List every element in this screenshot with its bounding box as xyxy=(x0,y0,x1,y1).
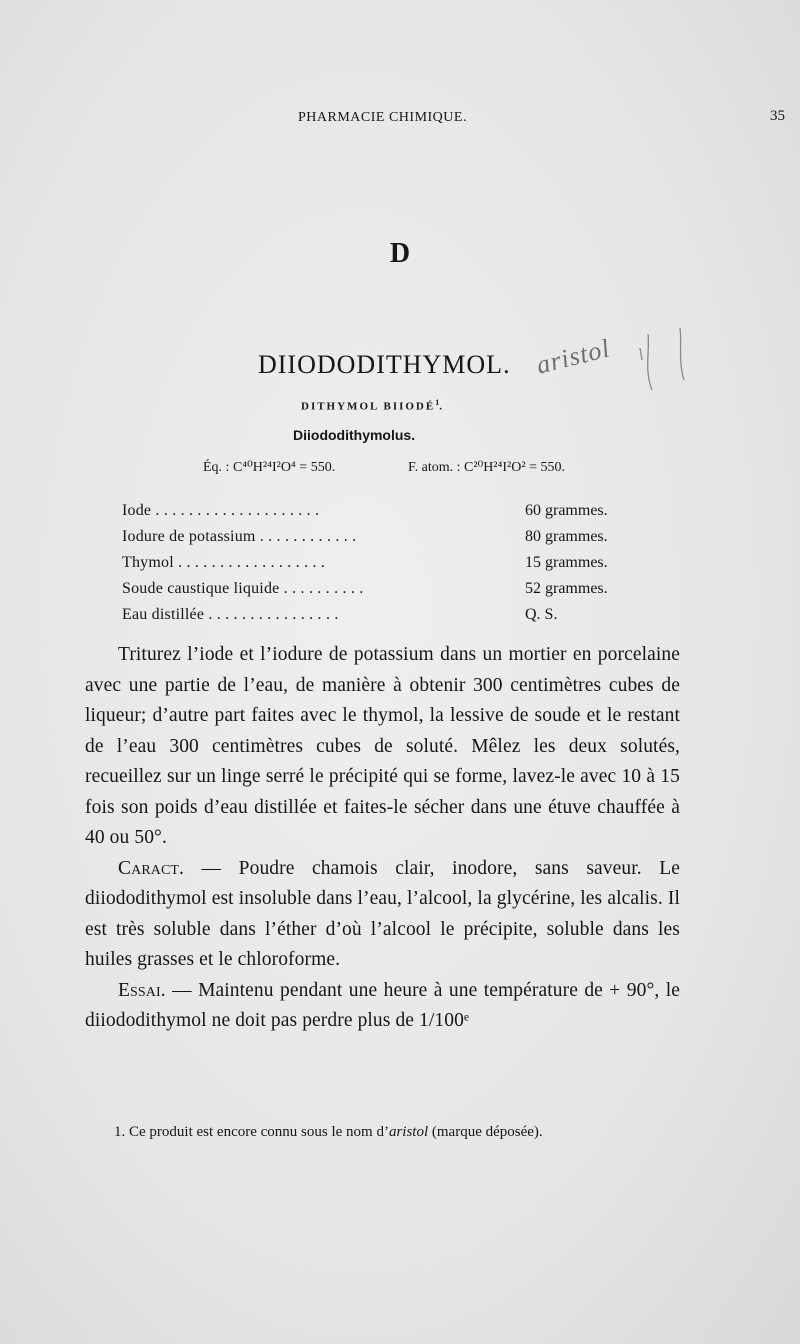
characteristics-paragraph: Caract. — Poudre chamois clair, inodore, sans saveur. Le diiododithymol est insoluble dans l’eau, l’alcool, la glycérine, les alcalis. Il est très soluble dans l’éther d’où l’alcool le précipite, soluble dans les huiles grasses et le chloroforme. xyxy=(85,857,680,970)
pencil-bracket-mark xyxy=(630,330,670,420)
body-text xyxy=(85,640,680,1037)
footnote-ref: 1 xyxy=(435,398,440,407)
ingredient-quantity: 15 grammes. xyxy=(525,554,608,571)
ingredient-list xyxy=(122,502,642,632)
characteristics-label: Caract. xyxy=(118,857,185,879)
assay-label: Essai. xyxy=(118,979,166,1001)
ingredient-row xyxy=(122,502,642,528)
ingredient-quantity: 60 grammes. xyxy=(525,502,608,519)
ingredient-row xyxy=(122,554,642,580)
page-number: 35 xyxy=(770,108,785,124)
ingredient-quantity: 52 grammes. xyxy=(525,580,608,597)
latin-name: Diiododithymolus. xyxy=(293,427,416,443)
ingredient-name: Thymol . . . . . . . . . . . . . . . . . . xyxy=(122,554,326,571)
ingredient-row xyxy=(122,580,642,606)
ingredient-name: Iodure de potassium . . . . . . . . . . . . xyxy=(122,528,357,545)
ingredient-quantity: Q. S. xyxy=(525,606,558,623)
entry-title: DIIODODITHYMOL. xyxy=(258,350,511,379)
footnote-term: aristol xyxy=(388,1124,429,1140)
ingredient-name: Soude caustique liquide . . . . . . . . . . xyxy=(122,580,364,597)
running-head: PHARMACIE CHIMIQUE. xyxy=(298,110,467,125)
preparation-paragraph: Triturez l’iode et l’iodure de potassium dans un mortier en porcelaine avec une partie de l’eau, de manière à obtenir 300 centimètres cubes de liqueur; d’autre part faites avec le thymol, la lessive de soude et le restant de l’eau 300 centimètres cubes de soluté. Mêlez les deux solutés, recueillez sur un linge serré le précipité qui se forme, lavez-le avec 10 à 15 fois son poids d’eau distillée et faites-le sécher dans une étuve chauffée à 40 ou 50°. xyxy=(85,644,680,848)
ingredient-name: Iode . . . . . . . . . . . . . . . . . . . . xyxy=(122,502,320,519)
synonym: DITHYMOL BIIODÉ$^1$. xyxy=(301,398,444,413)
section-letter: D xyxy=(389,238,411,269)
formula-equivalent: Éq. : C⁴⁰H²⁴I²O⁴ = 550. xyxy=(203,460,336,475)
ingredient-row xyxy=(122,606,642,632)
handwritten-annotation: aristol xyxy=(533,333,614,380)
footnote: 1. Ce produit est encore connu sous le nom d’aristol (marque déposée). xyxy=(114,1124,543,1140)
pencil-check-mark xyxy=(668,322,708,392)
ingredient-row xyxy=(122,528,642,554)
formula-atomic: F. atom. : C²⁰H²⁴I²O² = 550. xyxy=(408,460,565,475)
ingredient-quantity: 80 grammes. xyxy=(525,528,608,545)
ingredient-name: Eau distillée . . . . . . . . . . . . . . . . xyxy=(122,606,339,623)
assay-paragraph: Essai. — Maintenu pendant une heure à une température de + 90°, le diiododithymol ne doit pas perdre plus de 1/100ᵉ xyxy=(85,979,680,1031)
